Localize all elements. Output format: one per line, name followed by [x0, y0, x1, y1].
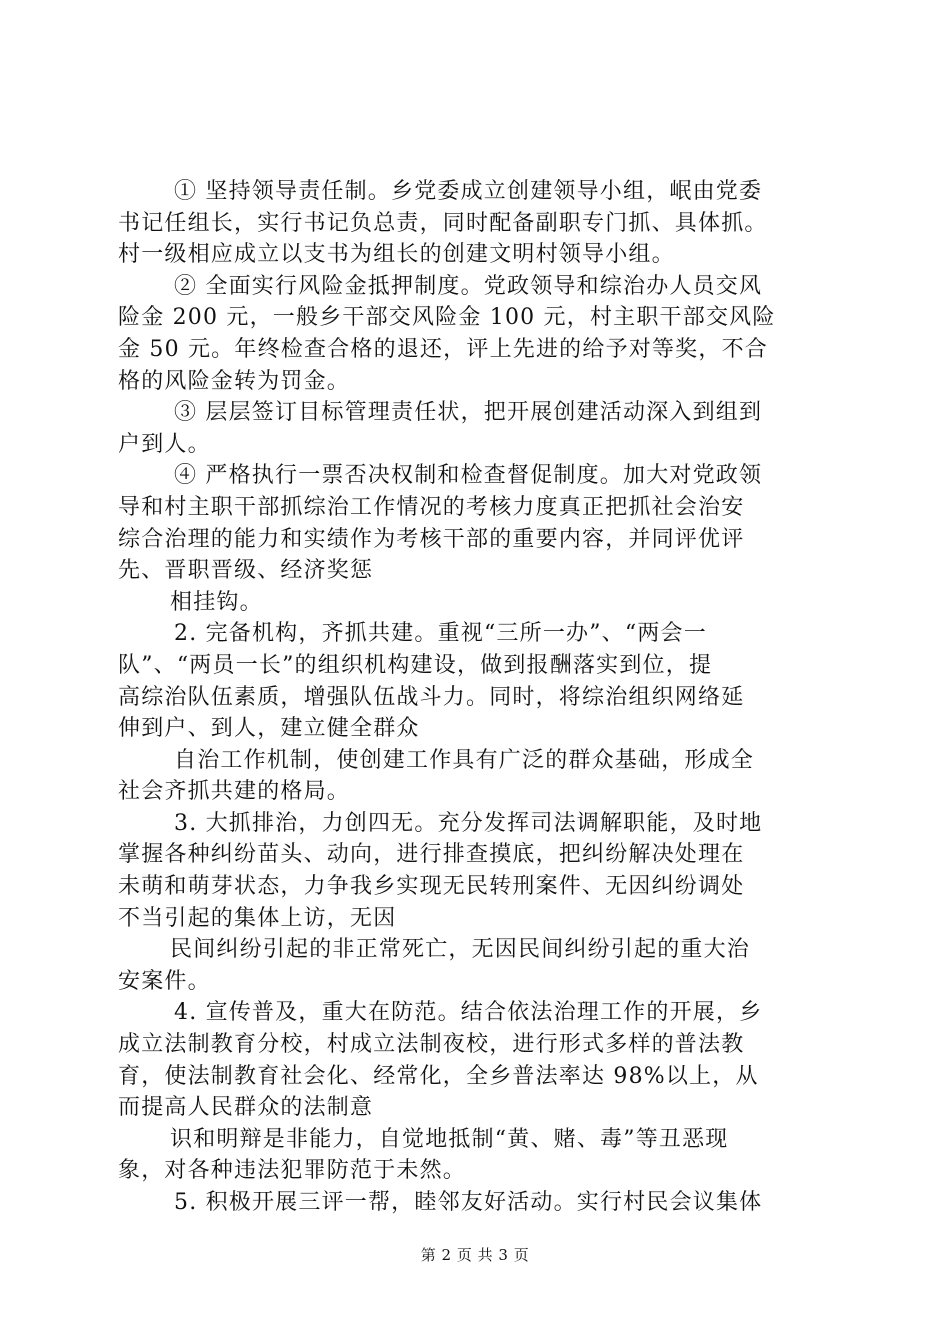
text-line: 村一级相应成立以支书为组长的创建文明村领导小组。: [118, 242, 675, 268]
text-line: 未萌和萌芽状态，力争我乡实现无民转刑案件、无因纠纷调处: [118, 874, 745, 900]
document-body: [118, 176, 840, 1219]
text-line: 格的风险金转为罚金。: [118, 368, 351, 394]
text-line: 先、晋职晋级、经济奖惩: [118, 558, 374, 584]
text-line: 综合治理的能力和实绩作为考核干部的重要内容，并同评优评: [118, 526, 745, 552]
text-line: 而提高人民群众的法制意: [118, 1095, 374, 1121]
text-line: ① 坚持领导责任制。乡党委成立创建领导小组，岷由党委: [174, 179, 763, 204]
text-line: 户到人。: [118, 431, 211, 457]
text-line: 书记任组长，实行书记负总责，同时配备副职专门抓、具体抓。: [118, 210, 768, 236]
text-line: 育，使法制教育社会化、经常化，全乡普法率达 98%以上，从: [118, 1063, 759, 1089]
text-line: 2. 完备机构，齐抓共建。重视“三所一办”、“两会一: [174, 621, 707, 647]
text-line: 伸到户、到人，建立健全群众: [118, 716, 420, 742]
text-line: ② 全面实行风险金抵押制度。党政领导和综治办人员交风: [174, 273, 763, 299]
text-line: 4. 宣传普及，重大在防范。结合依法治理工作的开展，乡: [174, 1000, 763, 1026]
text-line: 不当引起的集体上访，无因: [118, 905, 397, 931]
text-line: 成立法制教育分校，村成立法制夜校，进行形式多样的普法教: [118, 1032, 745, 1058]
text-line: 3. 大抓排治，力创四无。充分发挥司法调解职能，及时地: [174, 810, 763, 836]
text-line: 高综治队伍素质，增强队伍战斗力。同时，将综治组织网络延: [118, 684, 745, 710]
text-line: 导和村主职干部抓综治工作情况的考核力度真正把抓社会治安: [118, 494, 745, 520]
text-line: 安案件。: [118, 968, 211, 994]
text-line: 相挂钩。: [170, 589, 263, 615]
text-line: 掌握各种纠纷苗头、动向，进行排查摸底，把纠纷解决处理在: [118, 842, 745, 868]
page-footer: 第 2 页 共 3 页: [420, 1246, 530, 1264]
text-line: 社会齐抓共建的格局。: [118, 779, 351, 805]
text-line: ④ 严格执行一票否决权制和检查督促制度。加大对党政领: [174, 463, 763, 489]
text-line: 识和明辩是非能力，自觉地抵制“黄、赌、毒”等丑恶现: [170, 1126, 729, 1152]
text-line: 自治工作机制，使创建工作具有广泛的群众基础，形成全: [174, 747, 755, 773]
text-line: 险金 200 元，一般乡干部交风险金 100 元，村主职干部交风险: [118, 305, 776, 331]
text-line: 队”、“两员一长”的组织机构建设，做到报酬落实到位，提: [118, 652, 713, 678]
text-line: 象，对各种违法犯罪防范于未然。: [118, 1158, 467, 1184]
text-line: 民间纠纷引起的非正常死亡，无因民间纠纷引起的重大治: [170, 937, 751, 963]
text-line: ③ 层层签订目标管理责任状，把开展创建活动深入到组到: [174, 400, 763, 426]
text-line: 5. 积极开展三评一帮，睦邻友好活动。实行村民会议集体: [174, 1190, 763, 1215]
text-line: 金 50 元。年终检查合格的退还，评上先进的给予对等奖，不合: [118, 336, 768, 362]
